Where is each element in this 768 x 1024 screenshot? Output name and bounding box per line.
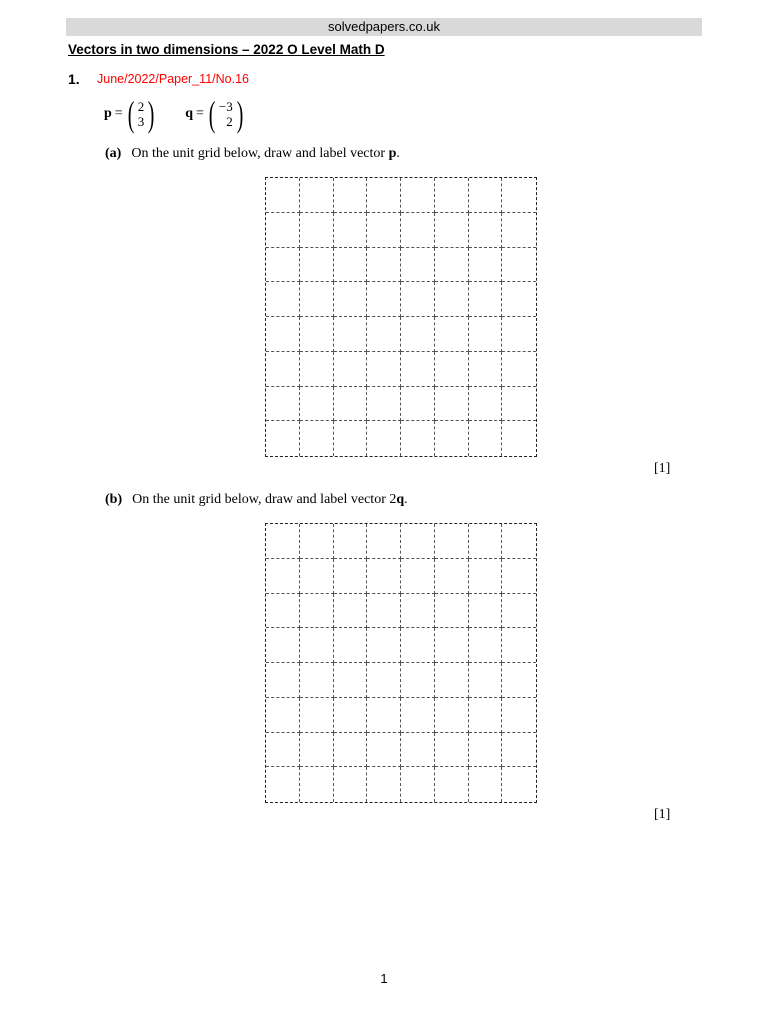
grid-cell[interactable] xyxy=(300,421,334,456)
page-number: 1 xyxy=(380,971,388,986)
vector-p-definition xyxy=(104,96,157,132)
grid-cell[interactable] xyxy=(401,352,435,387)
grid-cell[interactable] xyxy=(469,387,503,422)
grid-cell[interactable] xyxy=(367,387,401,422)
grid-cell[interactable] xyxy=(300,628,334,663)
grid-cell[interactable] xyxy=(367,628,401,663)
grid-cell[interactable] xyxy=(334,733,368,768)
grid-cell[interactable] xyxy=(469,421,503,456)
vector-p-top: 2 xyxy=(137,99,145,114)
grid-cell[interactable] xyxy=(502,559,536,594)
grid-cell[interactable] xyxy=(435,282,469,317)
grid-cell[interactable] xyxy=(435,387,469,422)
grid-cell[interactable] xyxy=(367,594,401,629)
grid-cell[interactable] xyxy=(334,524,368,559)
grid-cell[interactable] xyxy=(266,248,300,283)
vector-q-top: −3 xyxy=(218,99,233,114)
grid-cell[interactable] xyxy=(367,421,401,456)
grid-cell[interactable] xyxy=(334,248,368,283)
grid-cell[interactable] xyxy=(300,767,334,802)
grid-cell[interactable] xyxy=(502,387,536,422)
grid-cell[interactable] xyxy=(435,733,469,768)
grid-cell[interactable] xyxy=(367,698,401,733)
grid-cell[interactable] xyxy=(469,524,503,559)
grid-cell[interactable] xyxy=(266,282,300,317)
grid-cell[interactable] xyxy=(401,317,435,352)
grid-cell[interactable] xyxy=(266,213,300,248)
grid-cell[interactable] xyxy=(367,767,401,802)
grid-cell[interactable] xyxy=(334,698,368,733)
left-paren-icon: ( xyxy=(208,94,216,134)
grid-cell[interactable] xyxy=(300,733,334,768)
grid-cell[interactable] xyxy=(469,733,503,768)
grid-cell[interactable] xyxy=(266,628,300,663)
grid-cell[interactable] xyxy=(300,559,334,594)
grid-cell[interactable] xyxy=(266,559,300,594)
grid-cell[interactable] xyxy=(502,594,536,629)
right-paren-icon: ) xyxy=(147,94,155,134)
grid-cell[interactable] xyxy=(469,248,503,283)
grid-cell[interactable] xyxy=(266,524,300,559)
vector-p-bottom: 3 xyxy=(137,114,145,129)
grid-cell[interactable] xyxy=(435,213,469,248)
grid-cell[interactable] xyxy=(266,387,300,422)
grid-cell[interactable] xyxy=(300,282,334,317)
grid-cell[interactable] xyxy=(300,317,334,352)
grid-cell[interactable] xyxy=(502,248,536,283)
grid-cell[interactable] xyxy=(334,421,368,456)
unit-grid-b[interactable] xyxy=(265,523,537,803)
part-b-marks: [1] xyxy=(654,807,671,822)
grid-cell[interactable] xyxy=(334,317,368,352)
grid-cell[interactable] xyxy=(401,663,435,698)
site-header: solvedpapers.co.uk xyxy=(66,18,702,36)
grid-cell[interactable] xyxy=(367,178,401,213)
grid-cell[interactable] xyxy=(300,594,334,629)
grid-cell[interactable] xyxy=(367,733,401,768)
grid-cell[interactable] xyxy=(502,663,536,698)
grid-cell[interactable] xyxy=(334,594,368,629)
grid-cell[interactable] xyxy=(401,698,435,733)
grid-cell[interactable] xyxy=(435,421,469,456)
grid-cell[interactable] xyxy=(502,282,536,317)
grid-cell[interactable] xyxy=(435,628,469,663)
grid-cell[interactable] xyxy=(266,767,300,802)
grid-cell[interactable] xyxy=(502,524,536,559)
vector-q-column xyxy=(218,99,234,129)
grid-cell[interactable] xyxy=(469,213,503,248)
grid-cell[interactable] xyxy=(469,594,503,629)
grid-cell[interactable] xyxy=(334,387,368,422)
grid-cell[interactable] xyxy=(401,213,435,248)
grid-cell[interactable] xyxy=(367,663,401,698)
part-a-label: (a) xyxy=(105,146,122,161)
grid-cell[interactable] xyxy=(300,524,334,559)
grid-cell[interactable] xyxy=(367,282,401,317)
grid-cell[interactable] xyxy=(401,387,435,422)
vector-definitions xyxy=(104,95,274,133)
vector-p-equals: = xyxy=(114,106,123,121)
grid-cell[interactable] xyxy=(435,663,469,698)
grid-cell[interactable] xyxy=(469,628,503,663)
grid-cell[interactable] xyxy=(401,628,435,663)
grid-cell[interactable] xyxy=(334,663,368,698)
grid-cell[interactable] xyxy=(266,733,300,768)
grid-cell[interactable] xyxy=(334,178,368,213)
grid-cell[interactable] xyxy=(266,317,300,352)
grid-cell[interactable] xyxy=(334,352,368,387)
grid-cell[interactable] xyxy=(401,767,435,802)
vector-q-equals: = xyxy=(196,106,204,121)
grid-cell[interactable] xyxy=(367,248,401,283)
grid-cell[interactable] xyxy=(435,594,469,629)
grid-cell[interactable] xyxy=(469,767,503,802)
grid-cell[interactable] xyxy=(300,248,334,283)
grid-cell[interactable] xyxy=(469,663,503,698)
grid-cell[interactable] xyxy=(367,213,401,248)
grid-cell[interactable] xyxy=(334,559,368,594)
grid-cell[interactable] xyxy=(435,352,469,387)
grid-cell[interactable] xyxy=(367,352,401,387)
vector-q-bottom: 2 xyxy=(226,114,233,129)
grid-cell[interactable] xyxy=(300,352,334,387)
grid-cell[interactable] xyxy=(266,421,300,456)
grid-cell[interactable] xyxy=(266,698,300,733)
grid-cell[interactable] xyxy=(502,767,536,802)
part-b-vector: q xyxy=(396,492,405,507)
grid-cell[interactable] xyxy=(300,387,334,422)
part-a-prompt xyxy=(105,146,400,162)
grid-cell[interactable] xyxy=(502,733,536,768)
grid-cell[interactable] xyxy=(401,524,435,559)
grid-cell[interactable] xyxy=(401,282,435,317)
question-reference: June/2022/Paper_11/No.16 xyxy=(97,72,249,86)
part-b-text: On the unit grid below, draw and label vector 2 xyxy=(132,492,397,507)
grid-cell[interactable] xyxy=(401,178,435,213)
grid-cell[interactable] xyxy=(401,559,435,594)
grid-cell[interactable] xyxy=(300,663,334,698)
grid-cell[interactable] xyxy=(435,524,469,559)
left-paren-icon: ( xyxy=(127,94,135,134)
part-b-label: (b) xyxy=(105,492,123,507)
grid-cell[interactable] xyxy=(469,178,503,213)
grid-cell[interactable] xyxy=(401,594,435,629)
document-title: Vectors in two dimensions – 2022 O Level Math D xyxy=(68,42,385,57)
grid-cell[interactable] xyxy=(266,594,300,629)
part-a-text: On the unit grid below, draw and label vector xyxy=(131,146,389,161)
grid-cell[interactable] xyxy=(266,178,300,213)
grid-cell[interactable] xyxy=(435,317,469,352)
grid-cell[interactable] xyxy=(502,317,536,352)
grid-cell[interactable] xyxy=(367,524,401,559)
grid-cell[interactable] xyxy=(502,698,536,733)
grid-cell[interactable] xyxy=(401,421,435,456)
grid-cell[interactable] xyxy=(300,178,334,213)
grid-cell[interactable] xyxy=(435,248,469,283)
vector-p-name: p xyxy=(104,106,112,121)
grid-cell[interactable] xyxy=(300,698,334,733)
vector-p-column xyxy=(137,99,146,129)
grid-cell[interactable] xyxy=(435,767,469,802)
vector-q-name: q xyxy=(185,106,193,121)
grid-cell[interactable] xyxy=(334,767,368,802)
grid-cell[interactable] xyxy=(435,698,469,733)
question-number: 1. xyxy=(68,71,80,87)
right-paren-icon: ) xyxy=(236,94,244,134)
grid-cell[interactable] xyxy=(469,352,503,387)
grid-cell[interactable] xyxy=(266,352,300,387)
grid-cell[interactable] xyxy=(435,559,469,594)
grid-cell[interactable] xyxy=(502,421,536,456)
grid-cell[interactable] xyxy=(502,628,536,663)
grid-cell[interactable] xyxy=(334,213,368,248)
grid-cell[interactable] xyxy=(300,213,334,248)
grid-cell[interactable] xyxy=(401,733,435,768)
part-b-prompt xyxy=(105,492,408,508)
grid-cell[interactable] xyxy=(469,317,503,352)
part-a-marks: [1] xyxy=(654,461,671,476)
part-a-vector: p xyxy=(388,146,397,161)
grid-cell[interactable] xyxy=(469,698,503,733)
vector-q-definition xyxy=(185,96,246,132)
grid-cell[interactable] xyxy=(266,663,300,698)
part-a-end: . xyxy=(396,146,400,161)
grid-cell[interactable] xyxy=(502,178,536,213)
grid-cell[interactable] xyxy=(502,213,536,248)
grid-cell[interactable] xyxy=(367,317,401,352)
grid-cell[interactable] xyxy=(502,352,536,387)
grid-cell[interactable] xyxy=(469,559,503,594)
grid-cell[interactable] xyxy=(401,248,435,283)
unit-grid-a[interactable] xyxy=(265,177,537,457)
grid-cell[interactable] xyxy=(367,559,401,594)
grid-cell[interactable] xyxy=(469,282,503,317)
grid-cell[interactable] xyxy=(334,282,368,317)
part-b-end: . xyxy=(404,492,408,507)
grid-cell[interactable] xyxy=(435,178,469,213)
grid-cell[interactable] xyxy=(334,628,368,663)
